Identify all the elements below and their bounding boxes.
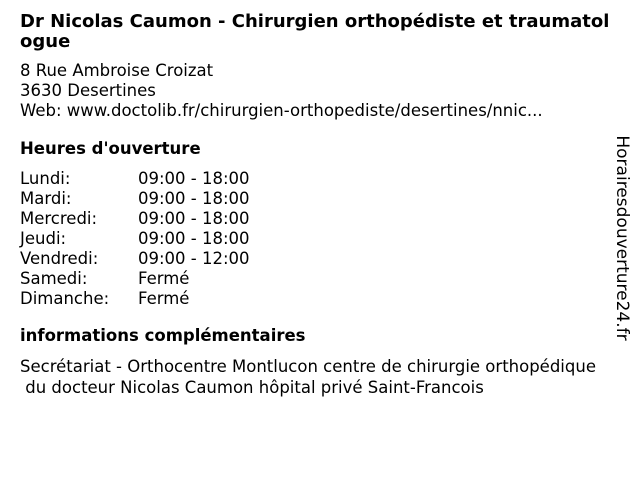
hours-row-dimanche xyxy=(20,289,610,309)
time-value: 09:00 - 18:00 xyxy=(138,229,250,248)
time-value: Fermé xyxy=(138,289,190,308)
street-address: 8 Rue Ambroise Croizat xyxy=(20,61,214,80)
watermark-label: Horairesdouverture24.fr xyxy=(612,135,632,341)
hours-table xyxy=(20,169,610,309)
city-address: 3630 Desertines xyxy=(20,81,156,100)
time-value: 09:00 - 12:00 xyxy=(138,249,250,268)
hours-row-samedi xyxy=(20,269,610,289)
hours-row-mercredi xyxy=(20,209,610,229)
day-label: Mercredi: xyxy=(20,209,98,228)
day-label: Samedi: xyxy=(20,269,88,288)
hours-heading: Heures d'ouverture xyxy=(20,139,201,158)
info-text xyxy=(20,356,610,398)
hours-row-vendredi xyxy=(20,249,610,269)
time-value: Fermé xyxy=(138,269,190,288)
time-value: 09:00 - 18:00 xyxy=(138,169,250,188)
hours-row-lundi xyxy=(20,169,610,189)
day-label: Lundi: xyxy=(20,169,71,188)
day-label: Jeudi: xyxy=(20,229,67,248)
info-line-2: du docteur Nicolas Caumon hôpital privé Saint-Francois xyxy=(20,378,484,397)
page-title: Dr Nicolas Caumon - Chirurgien orthopédiste et traumatologue xyxy=(20,11,610,52)
day-label: Dimanche: xyxy=(20,289,110,308)
time-value: 09:00 - 18:00 xyxy=(138,189,250,208)
day-label: Vendredi: xyxy=(20,249,99,268)
time-value: 09:00 - 18:00 xyxy=(138,209,250,228)
info-heading: informations complémentaires xyxy=(20,326,306,345)
info-line-1: Secrétariat - Orthocentre Montlucon centre de chirurgie orthopédique xyxy=(20,357,596,376)
listing-card xyxy=(20,12,610,398)
day-label: Mardi: xyxy=(20,189,72,208)
address-block xyxy=(20,61,610,121)
hours-row-mardi xyxy=(20,189,610,209)
website-link[interactable]: Web: www.doctolib.fr/chirurgien-orthopediste/desertines/nnic... xyxy=(20,101,543,120)
hours-row-jeudi xyxy=(20,229,610,249)
